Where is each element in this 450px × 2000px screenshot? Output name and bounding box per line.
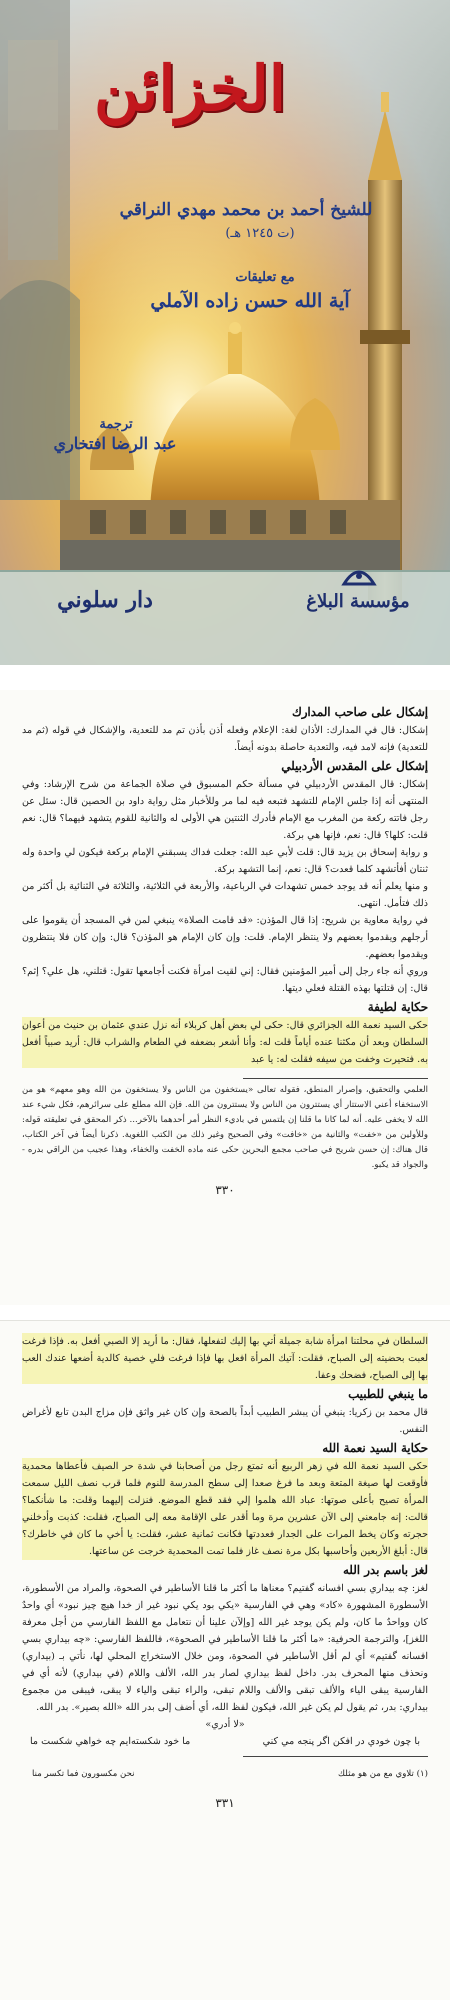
section-heading: إشكال على صاحب المدارك [291, 705, 428, 719]
section-body: و رواية إسحاق بن يزيد قال: قلت لأبي عبد الله: جعلت فداك يسبقني الإمام بركعة فيكون لي واحدة وله ثنتان أفأتشهد كلما قعدت؟ قال: نعم، إنما التشهد بركة. [22, 847, 428, 875]
cover-publisher-balagh: مؤسسة البلاغ [306, 591, 410, 612]
story-body-highlighted: حكى السيد نعمة الله الجزائري قال: حكى لي بعض أهل كربلاء أنه نزل عندي عثمان بن حنيث من أعوان السلطان وبعد أن مكثنا عنده أياماً قلت له: وأنا أشعر بضعفه في الطعام والشراب قال: أريد صبياً أفعل به. فتحيرت وخفت من سيفه فقلت له: يا عبد [22, 1017, 428, 1068]
book-page-330 [0, 690, 450, 1305]
poem-verse [22, 1733, 428, 1750]
story-heading: حكاية لطيفة [367, 1000, 428, 1014]
footnotes: العلمي والتحقيق، وإصرار المنطق، فقوله تعالى «يستخفون من الناس ولا يستخفون من الله وهو معهم» هو من الاستخفاء أعني الاستتار أي يستترون من الناس ولا يستترون من الله. فإن الله مطلع على سرائرهم، فكل شيء عند الله لا يخفى عليه. أنه لما كانا ما قلنا إن يلتمس في باديء النظر أمر أحدهما بالآخر... ذكر المحقق في تعليقته قوله: وللأولين من «خفت» والثانية من «خافت» وفي الصحيح وغير ذلك من الكتب اللغوية. ذكرنا أيضاً في آخر الكتاب، قال هناك: إن حسن شريح في صاحب مجمع البحرين حكى عنه ماده الخفت والخفاء، وهذا عجيب من الراقي بدره - والجواد قد يكبو. [22, 1085, 428, 1170]
section-body: و منها يعلم أنه قد يوجد خمس تشهدات في الرباعية، والأربعة في الثلاثية، والثلاثة في الثنائية بل أكثر من ذلك فتأمل. انتهى. [22, 881, 428, 909]
cover-translation-label: ترجمة [99, 417, 133, 432]
section-body: إشكال: قال المقدس الأردبيلي في مسألة حكم المسبوق في صلاة الجماعة من شرح الإرشاد: وفي المنتهى أنه إذا جلس الإمام للتشهد فتبعه فيه لما مر وللأخبار مثل رواية داود بن الحصين قال: سئل عن رجل فاتته ركعة من المغرب مع الإمام فأدرك الثنتين هي الأولى له والثانية للقوم يتشهد فيهما؟ قال: نعم قلت: كلها؟ قال: نعم، فإنها هي بركة. [22, 779, 428, 841]
story-continuation-highlighted: السلطان في محلتنا امرأة شابة جميلة أتي بها إليك لتفعلها، فقال: ما أريد إلا الصبي أفعل به. فإذا فرغت لعبت بحضيته إلى الصباح، فقلت: آتيك المرأة افعل بها فإذا فرغت فلي خصية كالدية أضعها عندك العب بها إلى الصباح، فضحك وعفا. [22, 1333, 428, 1384]
book-cover [0, 0, 450, 665]
section-body: في رواية معاوية بن شريح: إذا قال المؤذن: «قد قامت الصلاة» ينبغي لمن في المسجد أن يقوموا على أرجلهم ويقدموا بعضهم ولا ينتظر الإمام. قلت: وإن كان الإمام هو المؤذن؟ قال: وإن كان فلا ينتظرون ويقدموا بعضهم. [22, 915, 428, 960]
balagh-logo-icon [340, 560, 378, 588]
cover-with-comments: مع تعليقات [235, 270, 295, 285]
doctor-heading: ما ينبغي للطبيب [348, 1387, 428, 1401]
cover-commentator: آية الله حسن زاده الآملي [150, 290, 350, 312]
page-number: ٣٣٠ [215, 1183, 235, 1197]
cover-author-years: (ت ١٢٤٥ هـ) [225, 226, 295, 241]
poem-left-hemistich: ما خود شكسته‌ايم چه خواهي شكست ما [30, 1736, 191, 1747]
riddle-body: لغز: چه بيداري بسي افسانه گفتيم؟ معناها ما أكثر ما قلنا الأساطير في الصحوة، والمراد من الأسطورة، الأسطورة المشهورة «كاد» وهي في الفارسية «يكي بود يكي نبود غير از خدا هيچ چيز نبود» أي واحدٌ كان وواحدٌ ما كان، ولم يكن يوجد غير الله [وإلآن علينا أن نتعامل مع اللفظ الفارسي من أجل معرفة اللغز]، والترجمة الحرفية: «ما أكثر ما قلنا الأساطير في الصحوة»، فاللفظ الفارسي: «چه بيداري بسي افسانه گفتيم» أي لم أقل الأساطير في الصحوة، ومن خلال الاستخراج المحلي لها، نأتي بـ (بيداري) ونحذف منها المحرف بدر. داخل لفظ بيداري لصار بدر الله، الألف واللام (في بيداري) لأنه أي في الفارسية يبقى الياء والألف تبقى والألف واللام تبقى، والراء تبقى والياء لا يبقى، فيبقى من مجموع بيداري: بدر، ثم يقول لم يكن غير الله، فيكون لفظ الله، أي أضف إلى بدر الله «الله بصير». بدر الله. [22, 1583, 428, 1713]
section-body: إشكال: قال في المدارك: الأذان لغة: الإعلام وفعله أذن بأذن تم مد للتعدية، والإشكال في قوله (ثم مد للتعدية) فإنه لامد فيه، والتعدية حاصلة بدونه أيضاً. [22, 725, 428, 753]
cover-publisher-saluni: دار سلوني [57, 587, 153, 613]
section-heading: إشكال على المقدس الأردبيلي [281, 759, 428, 773]
book-page-331 [0, 1320, 450, 2000]
riddle-heading: لغز باسم بدر الله [342, 1563, 428, 1577]
footnote-divider [243, 1078, 428, 1079]
footnote-divider [243, 1756, 428, 1757]
doctor-body: قال محمد بن زكريا: ينبغي أن يبشر الطبيب أبداً بالصحة وإن كان غير واثق فإن مزاج البدن تابع لأغراض النفس. [22, 1407, 428, 1435]
la-adri-line: «لا أدري» [205, 1719, 245, 1730]
nimat-body-highlighted: حكى السيد نعمة الله في زهر الربيع أنه تمتع رجل من أصحابنا في شدة حر الصيف فأعطاها محمدية فأوقعت لها صيغة المتعة وبعد ما فرغ صعدا إلى سطح المدرسة للنوم فلما قرب نصف الليل سمعت المرأة تصيح بأعلى صوتها: عباد الله هلموا إلي فقد قطع الموضع. فنزلت إليهما وقلت: ما شأنكما؟ قالت: إنه جامعني إلى الآن عشرين مرة وما أقدر على الإقامة معه إلى الصباح، فقلت: كذبت وأدخلني حجرته وكان يخط المرات على الجدار فعددتها فكانت ثمانية عشر، فقلت: يا أخي ما كان في خاطرك؟ قال: أبلغ الأربعين وأحاسبها بكل مرة نصف غاز فلما تمت المحمدية خرجت عن ساعتها. [22, 1458, 428, 1560]
footnote-right: (١) تلاوي مع من هو مثلك [338, 1769, 428, 1779]
poem-right-hemistich: با چون خودي در افكن اگر پنجه مي كني [262, 1736, 420, 1747]
footnote-left: نحن مكسورون فما تكسر منا [32, 1769, 135, 1779]
cover-title: الخزائن [93, 52, 287, 125]
cover-author: للشيخ أحمد بن محمد مهدي النراقي [119, 200, 373, 220]
page-number: ٣٣١ [215, 1796, 235, 1810]
section-body: وروي أنه جاء رجل إلى أمير المؤمنين فقال: إني لقيت امرأة فكنت أجامعها تقول: قتلني، هل علي؟ إثم؟ قال: إن قتلتها بهذه القتلة فعلي ديتها. [22, 966, 428, 994]
cover-translator: عبد الرضا افتخاري [53, 434, 177, 453]
footnote-row [22, 1767, 428, 1782]
nimat-heading: حكاية السيد نعمة الله [322, 1441, 428, 1455]
